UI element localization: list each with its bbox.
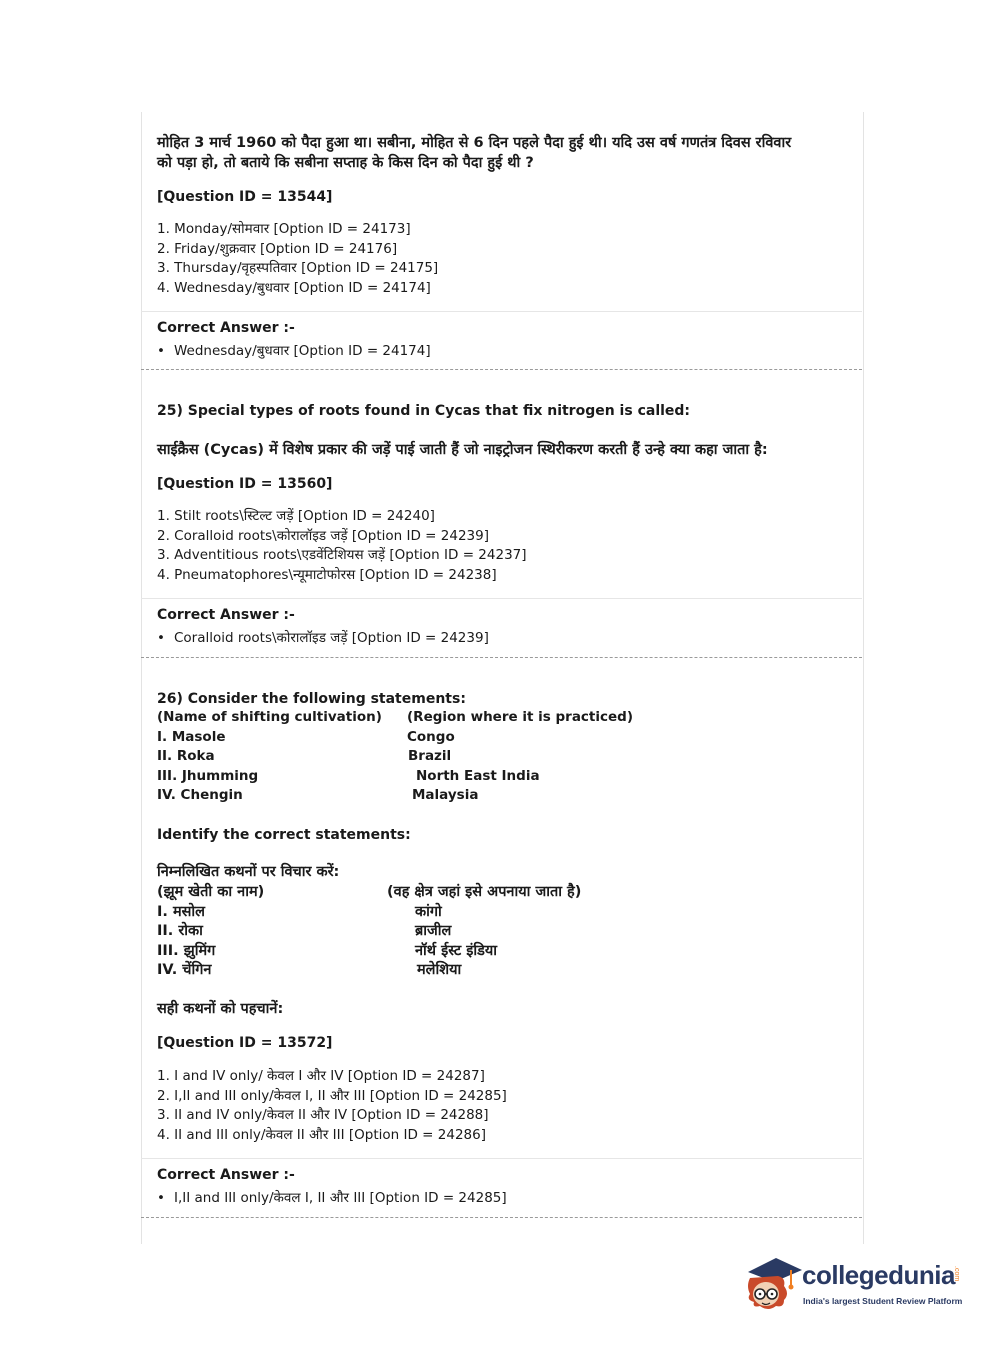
- question-separator: [141, 1217, 862, 1218]
- question-text-hi: मोहित 3 मार्च 1960 को पैदा हुआ था। सबीना, मोहित से 6 दिन पहले पैदा हुई थी। यदि उस वर्ष गणतंत्र दिवस रविवार: [157, 135, 792, 151]
- question-text-hi: को पड़ा हो, तो बताये कि सबीना सप्ताह के किस दिन को पैदा हुई थी ?: [157, 155, 534, 171]
- identify-text-hi: सही कथनों को पहचानें:: [157, 1001, 284, 1017]
- option-item: 3. Adventitious roots\एडवेंटिशियस जड़ें [Option ID = 24237]: [157, 547, 527, 563]
- option-item: 2. I,II and III only/केवल I, II और III [Option ID = 24285]: [157, 1087, 507, 1104]
- table-cell: IV. Chengin: [157, 787, 243, 803]
- question-24: [157, 133, 847, 173]
- collegedunia-logo[interactable]: [742, 1250, 972, 1314]
- correct-answer-title: Correct Answer :-: [157, 1167, 295, 1183]
- table-header: [157, 883, 847, 903]
- logo-wordmark: collegedunia: [802, 1260, 955, 1290]
- bullet-icon: •: [157, 343, 165, 359]
- question-id: [Question ID = 13560]: [157, 476, 333, 492]
- question-id: [Question ID = 13544]: [157, 189, 333, 205]
- table-cell: III. झुमिंग: [157, 942, 216, 959]
- logo-domain: .com: [953, 1266, 960, 1282]
- correct-answer-title: Correct Answer :-: [157, 320, 295, 336]
- question-text-hi: निम्नलिखित कथनों पर विचार करें:: [157, 864, 340, 880]
- option-item: 4. Pneumatophores\न्यूमाटोफोरस [Option ID = 24238]: [157, 566, 497, 583]
- table-cell: IV. चेंगिन: [157, 962, 212, 978]
- correct-answer-text: I,II and III only/केवल I, II और III [Option ID = 24285]: [174, 1190, 507, 1206]
- option-item: 2. Friday/शुक्रवार [Option ID = 24176]: [157, 240, 398, 257]
- table-row: [157, 728, 847, 748]
- table-row: [157, 961, 847, 981]
- statements-table-en: [157, 708, 847, 806]
- correct-answer-title: Correct Answer :-: [157, 607, 295, 623]
- correct-answer-text: Wednesday/बुधवार [Option ID = 24174]: [174, 343, 431, 359]
- bullet-icon: •: [157, 630, 165, 646]
- table-cell: नॉर्थ ईस्ट इंडिया: [415, 942, 498, 959]
- table-cell: (वह क्षेत्र जहां इसे अपनाया जाता है): [387, 884, 582, 900]
- statements-table-hi: [157, 883, 847, 981]
- table-cell: II. Roka: [157, 748, 215, 764]
- table-cell: I. मसोल: [157, 903, 206, 920]
- table-row: [157, 942, 847, 962]
- table-cell: (झूम खेती का नाम): [157, 884, 265, 900]
- divider: [141, 598, 862, 599]
- table-header: [157, 708, 847, 728]
- divider: [141, 311, 862, 312]
- table-row: [157, 747, 847, 767]
- bullet-icon: •: [157, 1190, 165, 1206]
- correct-answer: [157, 1188, 847, 1208]
- option-item: 1. Monday/सोमवार [Option ID = 24173]: [157, 221, 411, 237]
- table-row: [157, 767, 847, 787]
- correct-answer-text: Coralloid roots\कोरालॉइड जड़ें [Option ID = 24239]: [174, 630, 489, 646]
- options-list: [157, 220, 847, 298]
- option-item: 1. I and IV only/ केवल I और IV [Option ID = 24287]: [157, 1068, 485, 1084]
- table-cell: (Region where it is practiced): [407, 709, 633, 725]
- table-cell: Brazil: [408, 748, 452, 764]
- question-id: [Question ID = 13572]: [157, 1035, 333, 1051]
- options-list: [157, 507, 847, 585]
- identify-text-en: Identify the correct statements:: [157, 827, 411, 843]
- options-list: [157, 1067, 847, 1145]
- option-item: 2. Coralloid roots\कोरालॉइड जड़ें [Option ID = 24239]: [157, 527, 490, 544]
- option-item: 3. II and IV only/केवल II और IV [Option ID = 24288]: [157, 1107, 489, 1123]
- table-cell: मलेशिया: [417, 962, 462, 978]
- table-cell: (Name of shifting cultivation): [157, 709, 382, 725]
- table-cell: III. Jhumming: [157, 767, 259, 784]
- correct-answer: [157, 341, 847, 361]
- question-separator: [141, 369, 862, 370]
- option-item: 4. Wednesday/बुधवार [Option ID = 24174]: [157, 279, 431, 296]
- table-cell: North East India: [416, 767, 540, 784]
- correct-answer: [157, 628, 847, 648]
- table-row: [157, 903, 847, 923]
- divider: [141, 1158, 862, 1159]
- question-text-en: 26) Consider the following statements:: [157, 691, 466, 707]
- option-item: 4. II and III only/केवल II और III [Option ID = 24286]: [157, 1126, 486, 1143]
- table-row: [157, 786, 847, 806]
- question-text-hi: साईक्रैस (Cycas) में विशेष प्रकार की जड़ें पाई जाती हैं जो नाइट्रोजन स्थिरीकरण करती हैं उन्हे क्या कहा जाता है:: [157, 442, 768, 458]
- option-item: 3. Thursday/वृहस्पतिवार [Option ID = 24175]: [157, 260, 439, 276]
- table-cell: I. Masole: [157, 728, 226, 745]
- logo-tagline: India's largest Student Review Platform: [803, 1296, 963, 1306]
- question-text-en: 25) Special types of roots found in Cycas that fix nitrogen is called:: [157, 403, 691, 419]
- table-cell: II. रोका: [157, 923, 203, 939]
- table-cell: कांगो: [415, 903, 442, 920]
- option-item: 1. Stilt roots\स्टिल्ट जड़ें [Option ID = 24240]: [157, 508, 435, 524]
- student-mascot-icon: [742, 1250, 802, 1314]
- question-separator: [141, 657, 862, 658]
- table-cell: Malaysia: [412, 787, 479, 803]
- table-cell: ब्राजील: [415, 923, 452, 939]
- table-cell: Congo: [407, 728, 455, 745]
- table-row: [157, 922, 847, 942]
